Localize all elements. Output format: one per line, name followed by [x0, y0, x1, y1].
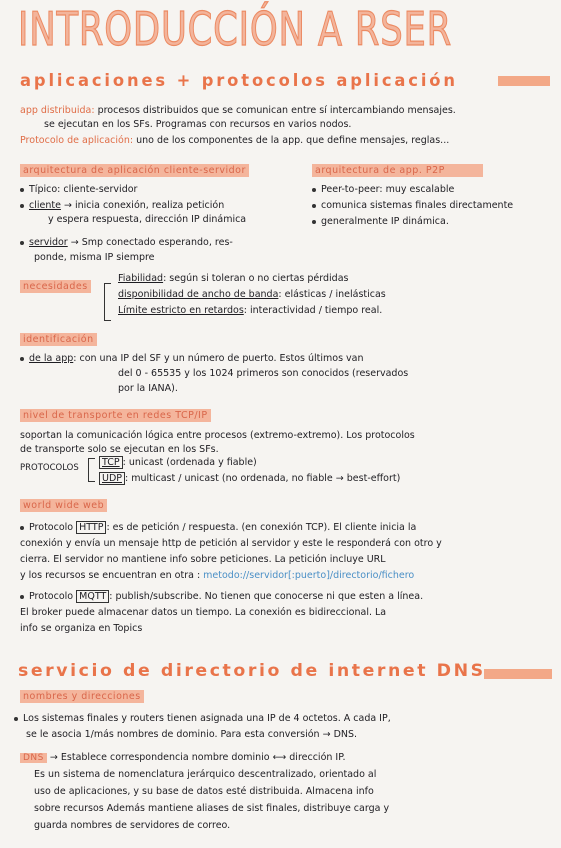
dns-line-3: DNS → Establece correspondencia nombre dominio ⟷ dirección IP.: [20, 751, 346, 765]
cs-servidor: servidor → Smp conectado esperando, res-: [20, 236, 233, 250]
protocolo-label: Protocolo de aplicación:: [20, 135, 134, 146]
identificacion-line-1: de la app: con una IP del SF y un número de puerto. Estos últimos van: [20, 352, 364, 366]
mqtt-line-1: Protocolo MQTT : publish/subscribe. No tienen que conocerse ni que esten a línea.: [20, 590, 423, 604]
http-line-4: y los recursos se encuentran en otra : metodo://servidor[:puerto]/directorio/fichero: [20, 570, 415, 581]
section-heading-dns: servicio de directorio de internet DNS: [18, 661, 486, 681]
cs-cliente-2: y espera respuesta, dirección IP dinámica: [48, 214, 247, 225]
necesidad-2: disponibilidad de ancho de banda: elásticas / inelásticas: [118, 289, 386, 300]
protocolo-text: uno de los componentes de la app. que define mensajes, reglas...: [136, 135, 450, 146]
http-line-2: conexión y envía un mensaje http de petición al servidor y este le responderá con otro y: [20, 538, 442, 549]
dns-line-4: Es un sistema de nomenclatura jerárquico descentralizado, orientado al: [34, 769, 377, 780]
dns-line-7: guarda nombres de servidores de correo.: [34, 820, 231, 831]
mqtt-line-3: info se organiza en Topics: [20, 623, 143, 634]
heading-www: world wide web: [20, 499, 107, 512]
section-underline: [498, 76, 550, 86]
page-title: INTRODUCCIÓN A RSER: [18, 2, 453, 56]
protocolo-line: [20, 134, 449, 148]
app-distribuida-text: procesos distribuidos que se comunican entre sí intercambiando mensajes.: [97, 105, 456, 116]
http-line-3: cierra. El servidor no mantiene info sobre peticiones. La petición incluye URL: [20, 554, 386, 565]
protocolos-label: PROTOCOLOS: [20, 463, 79, 473]
heading-arquitectura-cs: arquitectura de aplicación cliente-servidor: [20, 164, 249, 177]
p2p-item-1: Peer-to-peer: muy escalable: [312, 183, 454, 197]
dns-line-6: sobre recursos Además mantiene aliases de sist finales, distribuye carga y: [34, 803, 390, 814]
dns-heading-bar: [484, 669, 552, 679]
p2p-item-3: generalmente IP dinámica.: [312, 215, 449, 229]
dns-line-2: se le asocia 1/más nombres de dominio. Para esta conversión → DNS.: [26, 729, 358, 740]
identificacion-line-2: del 0 - 65535 y los 1024 primeros son conocidos (reservados: [118, 368, 409, 379]
app-distribuida-line: [20, 104, 456, 118]
identificacion-line-3: por la IANA).: [118, 383, 178, 394]
dns-label: DNS: [20, 753, 47, 763]
necesidad-3: Límite estricto en retardos: interactividad / tiempo real.: [118, 305, 383, 316]
dns-line-5: uso de aplicaciones, y su base de datos esté distribuida. Almacena info: [34, 786, 374, 797]
transporte-line-1: soportan la comunicación lógica entre procesos (extremo-extremo). Los protocolos: [20, 430, 415, 441]
app-distribuida-label: app distribuida:: [20, 105, 95, 116]
transporte-line-2: de transporte solo se ejecutan en los SFs.: [20, 444, 219, 455]
heading-arquitectura-p2p: arquitectura de app. P2P: [312, 164, 483, 177]
tcp-line: TCP : unicast (ordenada y fiable): [99, 456, 257, 470]
heading-transporte: nivel de transporte en redes TCP/IP: [20, 409, 211, 422]
cs-tipico: Típico: cliente-servidor: [20, 183, 137, 197]
url-format: metodo://servidor[:puerto]/directorio/fichero: [203, 570, 415, 581]
app-distribuida-text-2: se ejecutan en los SFs. Programas con recursos en varios nodos.: [44, 119, 352, 130]
necesidad-1: Fiabilidad: según si toleran o no ciertas pérdidas: [118, 273, 349, 284]
cs-cliente: cliente → inicia conexión, realiza petición: [20, 199, 224, 213]
protocolos-brace: [88, 458, 95, 482]
heading-nombres-direcciones: nombres y direcciones: [20, 690, 144, 703]
heading-identificacion: identificación: [20, 333, 97, 346]
udp-line: UDP : multicast / unicast (no ordenada, no fiable → best-effort): [99, 472, 400, 486]
heading-necesidades: necesidades: [20, 280, 91, 293]
section-heading-aplicaciones: aplicaciones + protocolos aplicación: [20, 71, 458, 91]
cs-servidor-2: ponde, misma IP siempre: [34, 252, 155, 263]
dns-line-1: Los sistemas finales y routers tienen asignada una IP de 4 octetos. A cada IP,: [14, 712, 391, 726]
mqtt-line-2: El broker puede almacenar datos un tiempo. La conexión es bidireccional. La: [20, 607, 387, 618]
p2p-item-2: comunica sistemas finales directamente: [312, 199, 513, 213]
http-line-1: Protocolo HTTP : es de petición / respuesta. (en conexión TCP). El cliente inicia la: [20, 521, 416, 535]
necesidades-brace: [104, 283, 111, 321]
